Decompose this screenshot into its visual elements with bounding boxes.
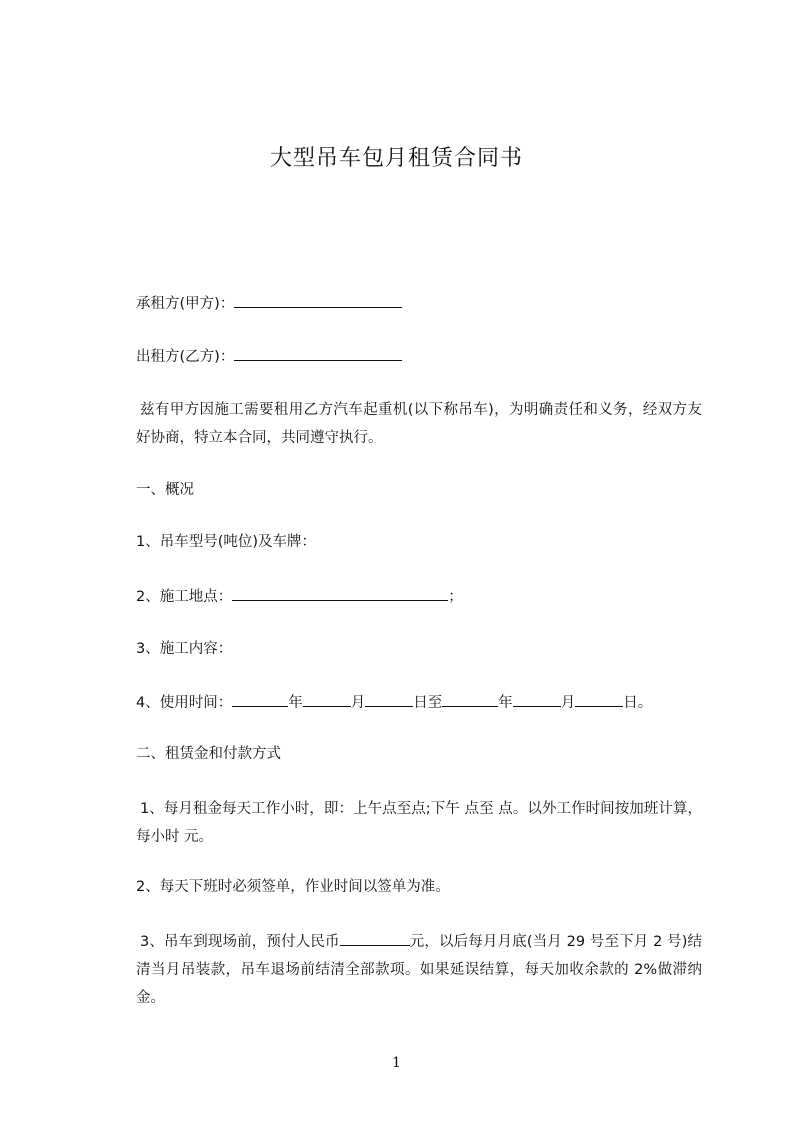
- rent-item-3-start: 3、吊车到现场前，预付人民币: [140, 934, 340, 950]
- day-end-label: 日。: [623, 695, 653, 711]
- end-day-blank[interactable]: [575, 691, 623, 707]
- year-label: 年: [498, 695, 513, 711]
- day-to-label: 日至: [413, 695, 443, 711]
- end-month-blank[interactable]: [513, 691, 561, 707]
- item-2-end: ；: [448, 589, 463, 605]
- document-title: 大型吊车包月租赁合同书: [269, 146, 523, 171]
- year-label: 年: [288, 695, 303, 711]
- intro-paragraph: 兹有甲方因施工需要租用乙方汽车起重机(以下称吊车)，为明确责任和义务，经双方友好协商，特立本合同，共同遵守执行。: [136, 402, 702, 446]
- party-b-blank[interactable]: [234, 345, 402, 361]
- start-month-blank[interactable]: [303, 691, 351, 707]
- prepayment-blank[interactable]: [340, 930, 410, 946]
- item-2: [136, 585, 463, 607]
- rent-item-1: 1、每月租金每天工作小时，即：上午点至点;下午 点至 点。以外工作时间按加班计算，每小时 元。: [136, 801, 702, 845]
- rent-item-2: 2、每天下班时必须签单，作业时间以签单为准。: [136, 879, 450, 895]
- section1-heading: 一、概况: [136, 482, 194, 498]
- rent-item-3-rest: 元，以后每月月底(当月 29 号至下月 2 号)结清当月吊装款，吊车退场前结清全部款项。如果延误结算，每天加收余款的 2%做滞纳金。: [136, 934, 702, 1006]
- page-number: 1: [392, 1055, 401, 1071]
- section2-heading: 二、租赁金和付款方式: [136, 746, 281, 762]
- item-3: 3、施工内容：: [136, 641, 233, 657]
- rent-item-3: [136, 928, 702, 1012]
- item-2-label: 2、施工地点：: [136, 589, 233, 605]
- party-b-line: [136, 345, 402, 367]
- item-4-label: 4、使用时间：: [136, 695, 233, 711]
- party-b-label: 出租方(乙方)：: [136, 349, 235, 365]
- party-a-blank[interactable]: [234, 292, 402, 308]
- item-4: [136, 691, 652, 713]
- party-a-label: 承租方(甲方)：: [136, 296, 235, 312]
- month-label: 月: [560, 695, 576, 711]
- start-year-blank[interactable]: [232, 691, 288, 707]
- item-1: 1、吊车型号(吨位)及车牌：: [136, 534, 317, 550]
- party-a-line: [136, 292, 402, 314]
- end-year-blank[interactable]: [442, 691, 498, 707]
- month-label: 月: [350, 695, 366, 711]
- start-day-blank[interactable]: [365, 691, 413, 707]
- site-blank[interactable]: [232, 585, 448, 601]
